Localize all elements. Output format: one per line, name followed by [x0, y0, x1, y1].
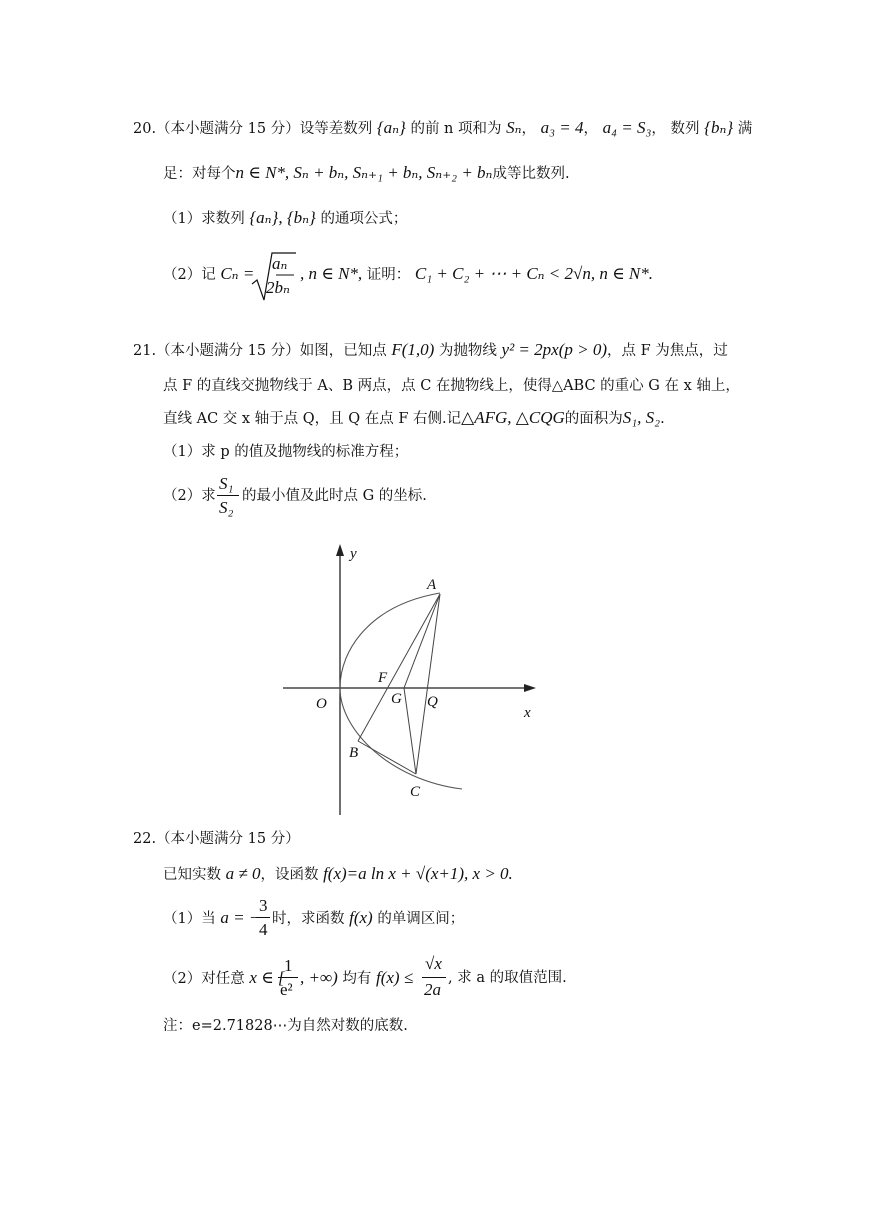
y-axis-arrow: [336, 544, 344, 556]
line-AG: [404, 594, 440, 688]
line-AC: [416, 594, 440, 774]
p21-line1: 21.（本小题满分 15 分）如图，已知点 F(1,0) 为抛物线 y² = 2px(p > 0)，点 F 为焦点，过: [133, 340, 728, 359]
p22-q2-tail: , 求 a 的取值范围.: [448, 970, 567, 986]
p21-q2-label: （2）求: [163, 488, 216, 504]
p22-q2-lo-num: 1: [284, 956, 293, 975]
x-axis-arrow: [524, 684, 536, 692]
p21-q2-fraction-bar: [217, 495, 239, 496]
line-GC: [404, 688, 416, 774]
p21-title: 21.（本小题满分 15 分）: [133, 343, 300, 359]
p22-title: 22.（本小题满分 15 分）: [133, 831, 300, 847]
p22-q2-rhs-den: 2a: [424, 980, 441, 999]
p20-line2: 足：对每个n ∈ N*, Sₙ + bₙ, Sₙ₊₁ + bₙ, Sₙ₊₂ + bₙ成等比数列.: [163, 163, 570, 182]
p22-q2-rhs-num: √x: [425, 954, 442, 973]
label-O: O: [316, 696, 327, 712]
p22-q1-num: 3: [259, 896, 268, 915]
p21-line3: 直线 AC 交 x 轴于点 Q，且 Q 在点 F 右侧.记△AFG, △CQG的面积为S₁, S₂.: [163, 408, 665, 427]
p22-stem: 已知实数 a ≠ 0，设函数 f(x)=a ln x + √(x+1), x > 0.: [163, 864, 513, 883]
p20-q2: （2）记 Cₙ =: [163, 264, 255, 283]
p22-q1-label: （1）当 a = −: [163, 908, 261, 927]
p20-q1: （1）求数列 {aₙ}, {bₙ} 的通项公式；: [163, 208, 408, 227]
label-C: C: [410, 784, 421, 800]
p22-q2-label: （2）对任意 x ∈ [: [163, 968, 285, 987]
p22-q1-den: 4: [259, 920, 268, 939]
p21-q2-tail: 的最小值及此时点 G 的坐标.: [242, 488, 427, 504]
p21-line2: 点 F 的直线交抛物线于 A、B 两点，点 C 在抛物线上，使得△ABC 的重心 G 在 x 轴上，: [163, 378, 740, 394]
label-Q: Q: [427, 694, 438, 710]
p22-q1-tail: 时，求函数 f(x) 的单调区间；: [272, 908, 465, 927]
p20-title: 20.（本小题满分 15 分）: [133, 121, 300, 137]
label-x: x: [524, 705, 531, 721]
label-G: G: [391, 691, 402, 707]
p20-q2-tail: , n ∈ N*, 证明： C₁ + C₂ + ⋯ + Cₙ < 2√n, n ∈ N*.: [300, 264, 654, 283]
label-B: B: [349, 745, 359, 761]
parabola-figure: [280, 540, 560, 820]
p22-q2-lo-bar: [278, 977, 298, 978]
p21-q1: （1）求 p 的值及抛物线的标准方程；: [163, 444, 409, 460]
p20-q2-frac-num: aₙ: [272, 254, 288, 273]
p21-q2-num: S₁: [219, 474, 234, 493]
p20-q2-frac-den: 2bₙ: [266, 278, 290, 297]
p22-q2-mid: , +∞) 均有 f(x) ≤: [300, 968, 414, 987]
line-BC: [358, 741, 416, 774]
p20-line1: 20.（本小题满分 15 分）设等差数列 {aₙ} 的前 n 项和为 Sₙ， a₃ = 4， a₄ = S₃， 数列 {bₙ} 满: [133, 118, 753, 137]
p22-note: 注：e=2.71828⋯为自然对数的底数.: [163, 1018, 408, 1034]
p21-q2-den: S₂: [219, 498, 234, 517]
label-y: y: [350, 546, 357, 562]
p22-q2-rhs-bar: [422, 977, 446, 978]
p22-q2-lo-den: e²: [280, 980, 293, 999]
label-A: A: [427, 577, 437, 593]
line-AB: [358, 594, 440, 741]
p22-q1-fraction-bar: [256, 917, 270, 918]
label-F: F: [378, 670, 388, 686]
